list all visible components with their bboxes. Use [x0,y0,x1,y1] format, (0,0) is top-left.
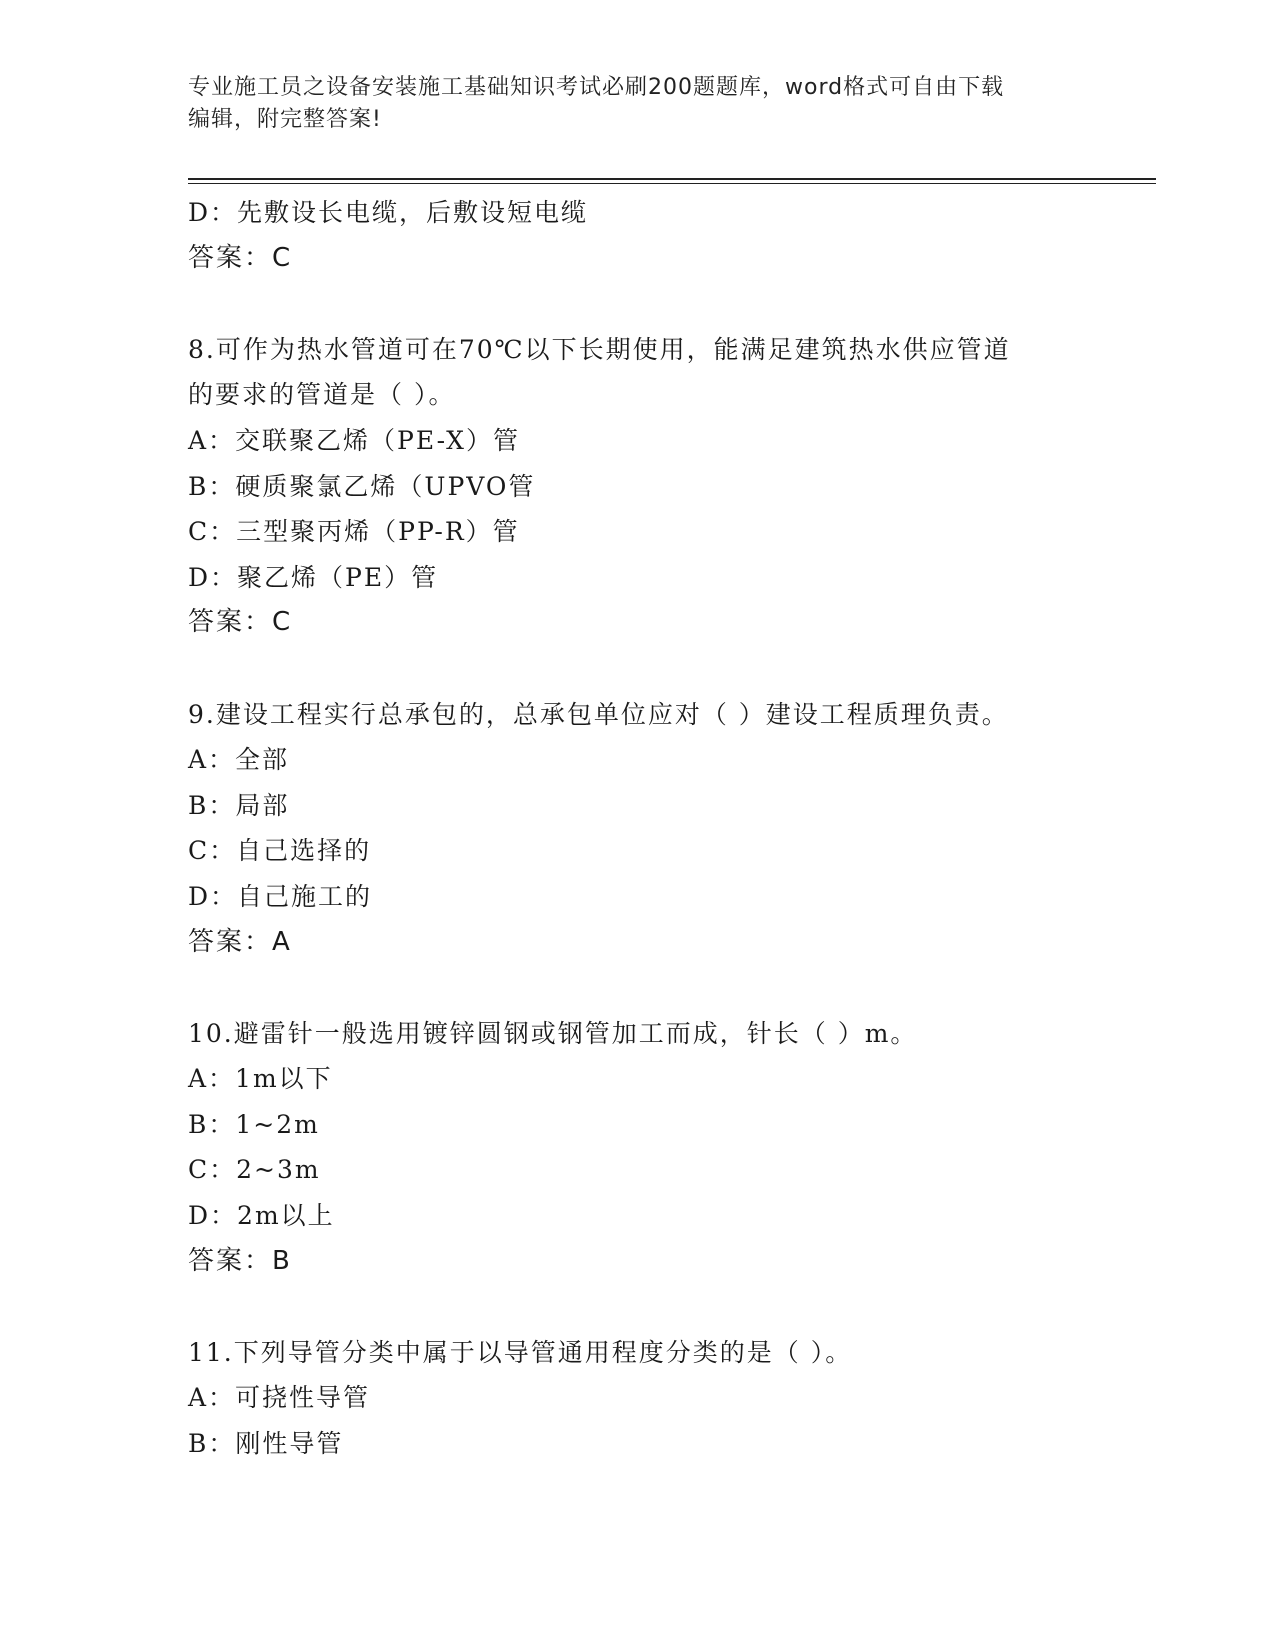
question-9 [188,692,1088,966]
answer-line: 答案：A [188,926,292,957]
option-a: A：可挠性导管 [188,1383,371,1413]
spacer [188,646,1088,692]
question-10 [188,1011,1088,1285]
option-c: C：自己选择的 [188,836,372,866]
question-text: 8.可作为热水管道可在70℃以下长期使用，能满足建筑热水供应管道 [188,334,1011,364]
spacer [188,281,1088,327]
option-b: B：刚性导管 [188,1429,344,1459]
question-text: 11.下列导管分类中属于以导管通用程度分类的是（ ）。 [188,1337,853,1367]
option-a: A：全部 [188,745,290,775]
option-d: D：2m以上 [188,1201,335,1231]
header-line-2: 编辑，附完整答案! [188,107,382,132]
option-d: D：先敷设长电缆，后敷设短电缆 [188,198,589,227]
question-11 [188,1330,1088,1467]
header-divider-thick [188,178,1156,180]
option-b: B：硬质聚氯乙烯（UPVO管 [188,471,536,501]
option-a: A：交联聚乙烯（PE-X）管 [188,425,520,455]
question-text: 10.避雷针一般选用镀锌圆钢或钢管加工而成，针长（ ）m。 [188,1018,918,1048]
option-c: C：2~3m [188,1155,321,1185]
question-content [188,190,1088,1467]
answer-line: 答案：C [188,242,293,273]
document-header [188,72,1068,136]
option-b: B：1~2m [188,1109,320,1139]
option-d: D：自己施工的 [188,881,373,911]
option-b: B：局部 [188,790,290,820]
header-line-1: 专业施工员之设备安装施工基础知识考试必刷200题题库，word格式可自由下载 [188,75,1005,100]
answer-line: 答案：B [188,1245,292,1276]
question-text: 9.建设工程实行总承包的，总承包单位应对（ ）建设工程质理负责。 [188,699,1009,729]
header-divider-thin [188,183,1156,184]
previous-question-tail [188,190,1088,281]
option-d: D：聚乙烯（PE）管 [188,562,439,592]
answer-line: 答案：C [188,607,293,638]
question-8 [188,327,1088,646]
question-text: 的要求的管道是（ ）。 [188,380,456,410]
spacer [188,965,1088,1011]
option-a: A：1m以下 [188,1064,333,1094]
option-c: C：三型聚丙烯（PP-R）管 [188,517,520,547]
spacer [188,1284,1088,1330]
